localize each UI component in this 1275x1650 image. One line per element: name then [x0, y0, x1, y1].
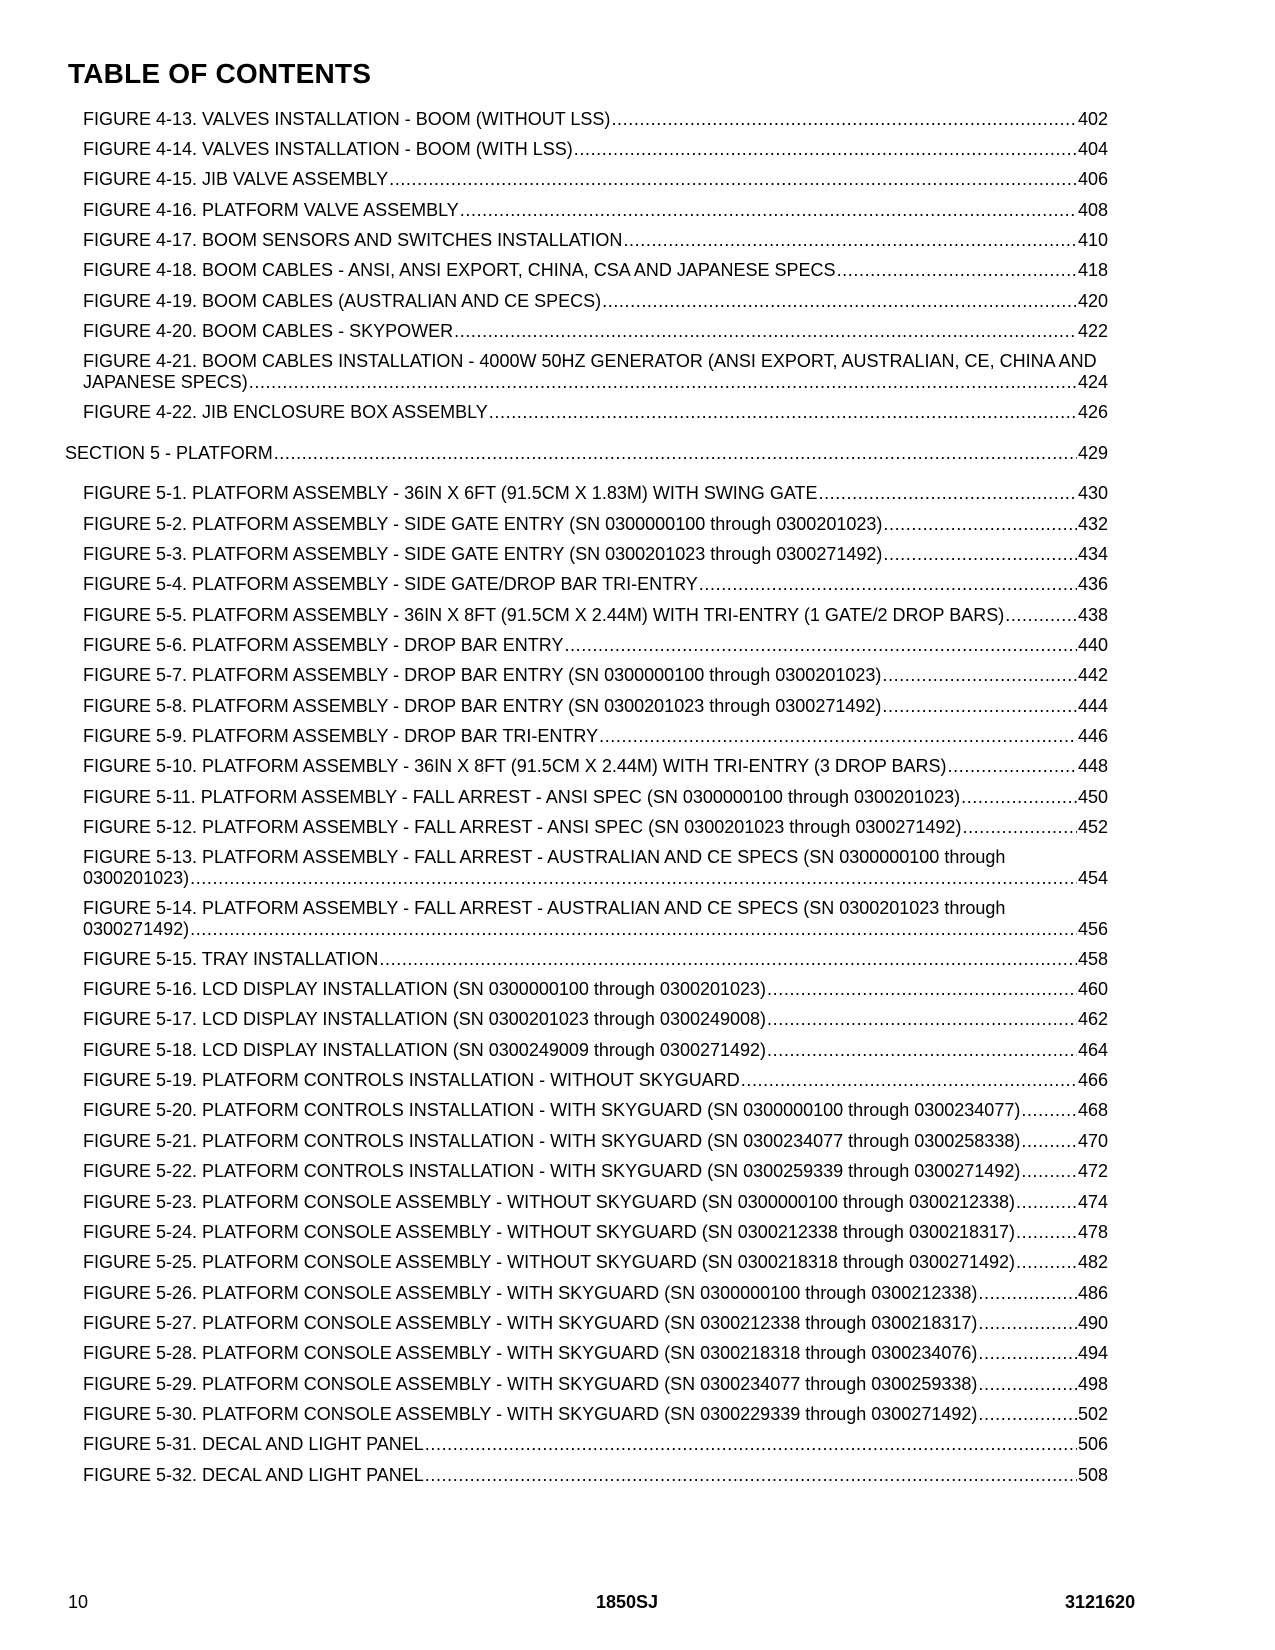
toc-entry-title: FIGURE 5-6. PLATFORM ASSEMBLY - DROP BAR ENTRY [83, 635, 564, 655]
page-title: TABLE OF CONTENTS [68, 58, 372, 89]
toc-entry-page: 402 [1077, 109, 1108, 129]
dot-leader [1016, 1192, 1077, 1213]
toc-entry[interactable] [83, 514, 1108, 535]
toc-section-entry[interactable] [65, 443, 1108, 464]
toc-entry[interactable] [83, 109, 1108, 130]
toc-entry[interactable] [83, 635, 1108, 656]
toc-entry-page: 498 [1077, 1374, 1108, 1394]
toc-entry-page: 446 [1077, 726, 1108, 746]
dot-leader [574, 139, 1077, 160]
dot-leader [602, 291, 1077, 312]
dot-leader [818, 483, 1076, 504]
toc-entry[interactable] [83, 949, 1108, 970]
dot-leader [379, 949, 1077, 970]
toc-entry[interactable] [83, 787, 1108, 808]
toc-entry-title: FIGURE 5-32. DECAL AND LIGHT PANEL [83, 1465, 424, 1485]
dot-leader [460, 200, 1077, 221]
dot-leader [1021, 1100, 1077, 1121]
toc-entry-title: FIGURE 5-11. PLATFORM ASSEMBLY - FALL ARREST - ANSI SPEC (SN 0300000100 through 0300201023) [83, 787, 961, 807]
dot-leader [882, 665, 1077, 686]
toc-entry[interactable] [83, 291, 1108, 312]
toc-entry-page: 429 [1077, 443, 1108, 463]
toc-entry-title: FIGURE 5-1. PLATFORM ASSEMBLY - 36IN X 6FT (91.5CM X 1.83M) WITH SWING GATE [83, 483, 818, 503]
toc-entry-page: 474 [1077, 1192, 1108, 1212]
dot-leader [389, 169, 1077, 190]
toc-entry-title: FIGURE 4-16. PLATFORM VALVE ASSEMBLY [83, 200, 459, 220]
toc-entry-title: FIGURE 5-31. DECAL AND LIGHT PANEL [83, 1434, 424, 1454]
footer-model: 1850SJ [596, 1592, 659, 1612]
toc-entry-page: 486 [1077, 1283, 1108, 1303]
toc-entry[interactable] [83, 1313, 1108, 1334]
dot-leader [978, 1283, 1077, 1304]
toc-entry-title: FIGURE 5-4. PLATFORM ASSEMBLY - SIDE GATE/DROP BAR TRI-ENTRY [83, 574, 698, 594]
toc-entry-title: FIGURE 5-10. PLATFORM ASSEMBLY - 36IN X 8FT (91.5CM X 2.44M) WITH TRI-ENTRY (3 DROP BARS) [83, 756, 947, 776]
dot-leader [425, 1465, 1077, 1486]
toc-entry-title-line1: FIGURE 5-13. PLATFORM ASSEMBLY - FALL ARREST - AUSTRALIAN AND CE SPECS (SN 0300000100 through [83, 847, 1006, 867]
toc-entry[interactable] [83, 1131, 1108, 1152]
dot-leader [962, 817, 1077, 838]
toc-entry[interactable] [83, 483, 1108, 504]
toc-entry-title: FIGURE 5-20. PLATFORM CONTROLS INSTALLATION - WITH SKYGUARD (SN 0300000100 through 0300234077) [83, 1100, 1021, 1120]
toc-entry-title: FIGURE 5-15. TRAY INSTALLATION [83, 949, 379, 969]
toc-entry[interactable] [83, 1040, 1108, 1061]
dot-leader [767, 1040, 1077, 1061]
toc-entry[interactable] [83, 726, 1108, 747]
toc-entry[interactable] [83, 1465, 1108, 1486]
toc-entry-page: 456 [1077, 919, 1108, 939]
dot-leader [190, 868, 1077, 889]
toc-entry-page: 420 [1077, 291, 1108, 311]
toc-entry[interactable] [83, 139, 1108, 160]
toc-entry-page: 508 [1077, 1465, 1108, 1485]
dot-leader [948, 756, 1077, 777]
toc-entry[interactable] [83, 1374, 1108, 1395]
toc-entry-page: 422 [1077, 321, 1108, 341]
dot-leader [623, 230, 1077, 251]
toc-entry[interactable] [83, 847, 1108, 889]
toc-entry-title: FIGURE 5-2. PLATFORM ASSEMBLY - SIDE GATE ENTRY (SN 0300000100 through 0300201023) [83, 514, 883, 534]
dot-leader [741, 1070, 1077, 1091]
toc-entry[interactable] [83, 544, 1108, 565]
toc-entry[interactable] [83, 402, 1108, 423]
toc-entry[interactable] [83, 1404, 1108, 1425]
toc-entry[interactable] [83, 696, 1108, 717]
toc-entry-page: 404 [1077, 139, 1108, 159]
toc-entry-page: 418 [1077, 260, 1108, 280]
toc-entry-title: FIGURE 5-19. PLATFORM CONTROLS INSTALLATION - WITHOUT SKYGUARD [83, 1070, 740, 1090]
toc-entry-title: FIGURE 4-13. VALVES INSTALLATION - BOOM (WITHOUT LSS) [83, 109, 611, 129]
toc-entry-page: 490 [1077, 1313, 1108, 1333]
toc-entry-title: FIGURE 4-19. BOOM CABLES (AUSTRALIAN AND CE SPECS) [83, 291, 602, 311]
toc-entry[interactable] [83, 1222, 1108, 1243]
toc-entry-page: 444 [1077, 696, 1108, 716]
toc-entry-title: 0300271492) [83, 919, 190, 939]
toc-entry-title-line1: FIGURE 5-14. PLATFORM ASSEMBLY - FALL ARREST - AUSTRALIAN AND CE SPECS (SN 0300201023 through [83, 898, 1006, 918]
toc-entry-page: 450 [1077, 787, 1108, 807]
toc-entry[interactable] [83, 1070, 1108, 1091]
toc-entry-page: 468 [1077, 1100, 1108, 1120]
dot-leader [1016, 1222, 1077, 1243]
dot-leader [190, 919, 1077, 940]
toc-entry-title: FIGURE 4-14. VALVES INSTALLATION - BOOM (WITH LSS) [83, 139, 573, 159]
toc-entry[interactable] [83, 979, 1108, 1000]
toc-entry-title: FIGURE 4-15. JIB VALVE ASSEMBLY [83, 169, 389, 189]
toc-entry[interactable] [83, 169, 1108, 190]
toc-entry[interactable] [83, 1434, 1108, 1455]
toc-entry-title: FIGURE 5-7. PLATFORM ASSEMBLY - DROP BAR ENTRY (SN 0300000100 through 0300201023) [83, 665, 882, 685]
dot-leader [978, 1404, 1077, 1425]
toc-entry-page: 408 [1077, 200, 1108, 220]
toc-entry-page: 438 [1077, 605, 1108, 625]
toc-entry-page: 502 [1077, 1404, 1108, 1424]
toc-entry-title: FIGURE 5-29. PLATFORM CONSOLE ASSEMBLY - WITH SKYGUARD (SN 0300234077 through 0300259338) [83, 1374, 978, 1394]
toc-entry[interactable] [83, 351, 1108, 393]
toc-entry-page: 494 [1077, 1343, 1108, 1363]
toc-entry[interactable] [83, 230, 1108, 251]
toc-entry[interactable] [83, 756, 1108, 777]
toc-entry[interactable] [83, 574, 1108, 595]
toc-entry-page: 482 [1077, 1252, 1108, 1272]
toc-entry-page: 472 [1077, 1161, 1108, 1181]
toc-entry-page: 470 [1077, 1131, 1108, 1151]
toc-entry[interactable] [83, 1283, 1108, 1304]
toc-entry-page: 478 [1077, 1222, 1108, 1242]
dot-leader [978, 1313, 1077, 1334]
dot-leader [767, 979, 1077, 1000]
dot-leader [1021, 1131, 1077, 1152]
dot-leader [961, 787, 1077, 808]
toc-entry-page: 466 [1077, 1070, 1108, 1090]
toc-entry-title: SECTION 5 - PLATFORM [65, 443, 273, 463]
footer-doc-number: 3121620 [1065, 1592, 1136, 1612]
toc-entry-title: FIGURE 5-23. PLATFORM CONSOLE ASSEMBLY - WITHOUT SKYGUARD (SN 0300000100 through 0300212338) [83, 1192, 1016, 1212]
toc-entry[interactable] [83, 1252, 1108, 1273]
dot-leader [489, 402, 1077, 423]
toc-entry-title: JAPANESE SPECS) [83, 372, 248, 392]
footer-page-number: 10 [68, 1592, 89, 1612]
dot-leader [425, 1434, 1077, 1455]
toc-entry[interactable] [83, 605, 1108, 626]
toc-entry-page: 426 [1077, 402, 1108, 422]
toc-entry-page: 434 [1077, 544, 1108, 564]
toc-entry-page: 442 [1077, 665, 1108, 685]
toc-entry[interactable] [83, 1192, 1108, 1213]
toc-entry[interactable] [83, 260, 1108, 281]
toc-entry-title: FIGURE 4-18. BOOM CABLES - ANSI, ANSI EXPORT, CHINA, CSA AND JAPANESE SPECS [83, 260, 836, 280]
toc-entry[interactable] [83, 1343, 1108, 1364]
toc-entry-title: FIGURE 4-17. BOOM SENSORS AND SWITCHES INSTALLATION [83, 230, 623, 250]
toc-entry-title: FIGURE 5-18. LCD DISPLAY INSTALLATION (SN 0300249009 through 0300271492) [83, 1040, 767, 1060]
dot-leader [699, 574, 1077, 595]
dot-leader [1021, 1161, 1077, 1182]
toc-entry-page: 430 [1077, 483, 1108, 503]
dot-leader [454, 321, 1077, 342]
dot-leader [599, 726, 1077, 747]
toc-entry-title-line1: FIGURE 4-21. BOOM CABLES INSTALLATION - 4000W 50HZ GENERATOR (ANSI EXPORT, AUSTRALIAN, CE, CHINA AND [83, 351, 1097, 371]
dot-leader [978, 1343, 1077, 1364]
toc-entry-page: 464 [1077, 1040, 1108, 1060]
dot-leader [1016, 1252, 1077, 1273]
toc-entry-title: FIGURE 5-3. PLATFORM ASSEMBLY - SIDE GATE ENTRY (SN 0300201023 through 0300271492) [83, 544, 883, 564]
toc-entry[interactable] [83, 1161, 1108, 1182]
dot-leader [564, 635, 1077, 656]
toc-entry-title: FIGURE 5-25. PLATFORM CONSOLE ASSEMBLY - WITHOUT SKYGUARD (SN 0300218318 through 0300271492) [83, 1252, 1016, 1272]
toc-entry-title: FIGURE 4-22. JIB ENCLOSURE BOX ASSEMBLY [83, 402, 488, 422]
toc-entry[interactable] [83, 321, 1108, 342]
toc-entry-title: FIGURE 5-26. PLATFORM CONSOLE ASSEMBLY - WITH SKYGUARD (SN 0300000100 through 0300212338) [83, 1283, 978, 1303]
toc-entry-title: FIGURE 5-21. PLATFORM CONTROLS INSTALLATION - WITH SKYGUARD (SN 0300234077 through 0300258338) [83, 1131, 1021, 1151]
toc-entry-title: FIGURE 5-5. PLATFORM ASSEMBLY - 36IN X 8FT (91.5CM X 2.44M) WITH TRI-ENTRY (1 GATE/2 DROP BARS) [83, 605, 1005, 625]
toc-entry-page: 410 [1077, 230, 1108, 250]
toc-entry-title: FIGURE 5-27. PLATFORM CONSOLE ASSEMBLY - WITH SKYGUARD (SN 0300212338 through 0300218317) [83, 1313, 978, 1333]
toc-entry-page: 452 [1077, 817, 1108, 837]
toc-entry-title: FIGURE 5-24. PLATFORM CONSOLE ASSEMBLY - WITHOUT SKYGUARD (SN 0300212338 through 0300218317) [83, 1222, 1016, 1242]
toc-entry-page: 440 [1077, 635, 1108, 655]
toc-entry[interactable] [83, 898, 1108, 940]
toc-entry-page: 460 [1077, 979, 1108, 999]
toc-entry-title: FIGURE 5-9. PLATFORM ASSEMBLY - DROP BAR TRI-ENTRY [83, 726, 599, 746]
toc-entry[interactable] [83, 665, 1108, 686]
toc-entry-page: 406 [1077, 169, 1108, 189]
toc-entry[interactable] [83, 200, 1108, 221]
toc-entry-title: FIGURE 5-16. LCD DISPLAY INSTALLATION (SN 0300000100 through 0300201023) [83, 979, 767, 999]
toc-entry-title: FIGURE 5-30. PLATFORM CONSOLE ASSEMBLY - WITH SKYGUARD (SN 0300229339 through 0300271492) [83, 1404, 978, 1424]
toc-entry-title: 0300201023) [83, 868, 190, 888]
dot-leader [883, 514, 1077, 535]
toc-entry-page: 432 [1077, 514, 1108, 534]
toc-entry-page: 458 [1077, 949, 1108, 969]
toc-entry-page: 454 [1077, 868, 1108, 888]
toc-entry-title: FIGURE 5-12. PLATFORM ASSEMBLY - FALL ARREST - ANSI SPEC (SN 0300201023 through 0300271492) [83, 817, 962, 837]
dot-leader [274, 443, 1077, 464]
dot-leader [837, 260, 1077, 281]
toc-entry-page: 436 [1077, 574, 1108, 594]
toc-entry-title: FIGURE 5-8. PLATFORM ASSEMBLY - DROP BAR ENTRY (SN 0300201023 through 0300271492) [83, 696, 882, 716]
dot-leader [978, 1374, 1077, 1395]
dot-leader [767, 1009, 1077, 1030]
toc-entry-title: FIGURE 5-17. LCD DISPLAY INSTALLATION (SN 0300201023 through 0300249008) [83, 1009, 767, 1029]
dot-leader [882, 696, 1077, 717]
toc-entry[interactable] [83, 1100, 1108, 1121]
toc-entry-page: 424 [1077, 372, 1108, 392]
dot-leader [883, 544, 1077, 565]
toc-entry[interactable] [83, 817, 1108, 838]
dot-leader [1005, 605, 1077, 626]
toc-entry-page: 506 [1077, 1434, 1108, 1454]
toc-entry[interactable] [83, 1009, 1108, 1030]
toc-entry-title: FIGURE 4-20. BOOM CABLES - SKYPOWER [83, 321, 454, 341]
toc-entry-page: 448 [1077, 756, 1108, 776]
dot-leader [249, 372, 1077, 393]
toc-entry-title: FIGURE 5-22. PLATFORM CONTROLS INSTALLATION - WITH SKYGUARD (SN 0300259339 through 0300271492) [83, 1161, 1021, 1181]
dot-leader [611, 109, 1077, 130]
toc-entry-page: 462 [1077, 1009, 1108, 1029]
toc-entry-title: FIGURE 5-28. PLATFORM CONSOLE ASSEMBLY - WITH SKYGUARD (SN 0300218318 through 0300234076) [83, 1343, 978, 1363]
